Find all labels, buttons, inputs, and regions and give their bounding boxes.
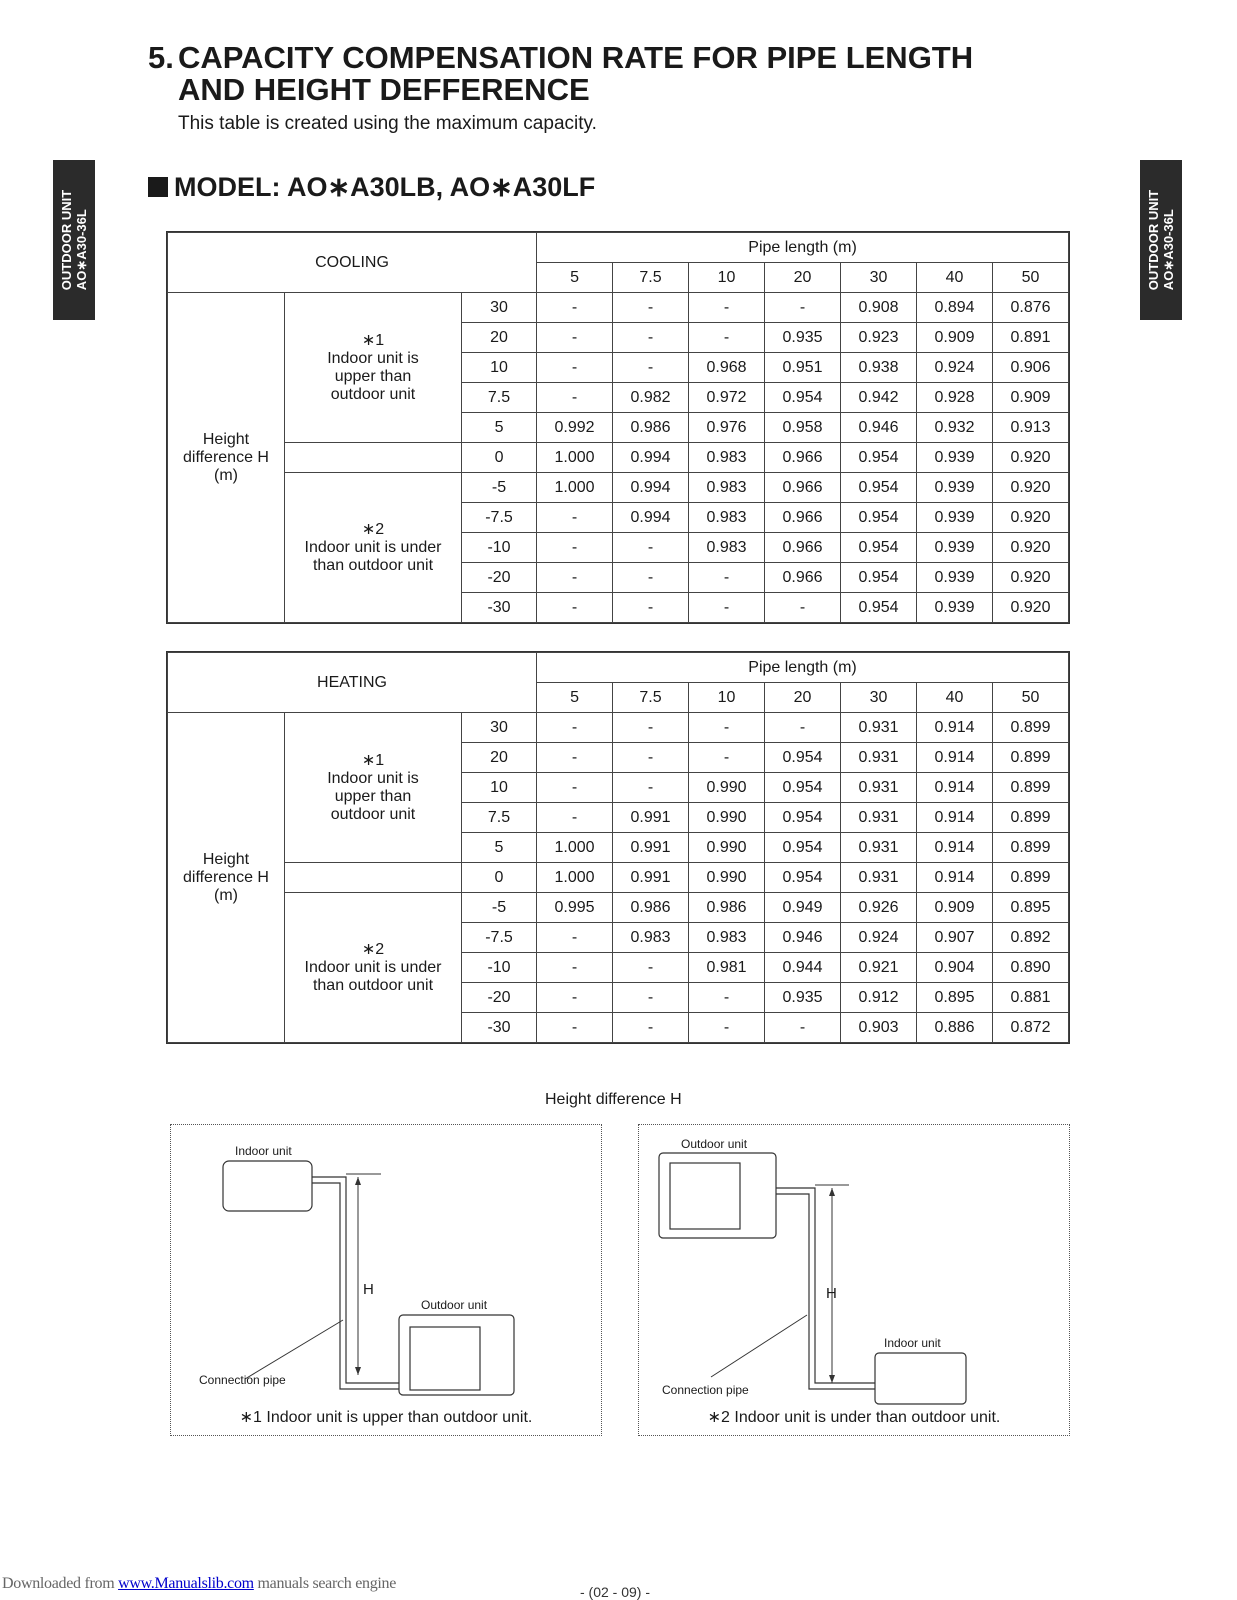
- rate-cell: 0.926: [841, 893, 917, 923]
- pipe-length-value: 50: [993, 263, 1069, 293]
- table-row: [168, 473, 1069, 503]
- under-text: Indoor unit is under than outdoor unit: [304, 538, 442, 574]
- rate-cell: -: [689, 983, 765, 1013]
- height-difference-label: Height difference H (m): [168, 713, 285, 1043]
- pipe-length-value: 20: [765, 683, 841, 713]
- rate-cell: 0.921: [841, 953, 917, 983]
- square-bullet-icon: [148, 177, 168, 197]
- rate-cell: 0.939: [917, 563, 993, 593]
- upper-text: Indoor unit is upper than outdoor unit: [327, 769, 419, 823]
- download-footer: [2, 1575, 396, 1593]
- rate-cell: 0.939: [917, 593, 993, 623]
- under-mark: ∗2: [361, 940, 385, 958]
- height-value: 10: [462, 353, 537, 383]
- rate-cell: 0.920: [993, 443, 1069, 473]
- pipe-length-value: 5: [537, 263, 613, 293]
- rate-cell: 0.994: [613, 503, 689, 533]
- rate-cell: 0.899: [993, 773, 1069, 803]
- rate-cell: 0.992: [537, 413, 613, 443]
- upper-mark: ∗1: [361, 331, 385, 349]
- height-value: 5: [462, 413, 537, 443]
- rate-cell: -: [765, 593, 841, 623]
- rate-cell: -: [613, 713, 689, 743]
- rate-cell: 0.891: [993, 323, 1069, 353]
- rate-cell: 0.907: [917, 923, 993, 953]
- rate-cell: -: [689, 563, 765, 593]
- rate-cell: 0.954: [841, 443, 917, 473]
- rate-cell: 0.939: [917, 443, 993, 473]
- rate-cell: 0.983: [689, 443, 765, 473]
- rate-cell: 0.914: [917, 833, 993, 863]
- rate-cell: 0.966: [765, 473, 841, 503]
- rate-cell: 0.986: [613, 413, 689, 443]
- pipe-length-value: 40: [917, 683, 993, 713]
- pipe-length-value: 30: [841, 683, 917, 713]
- rate-cell: 0.906: [993, 353, 1069, 383]
- rate-cell: 0.966: [765, 443, 841, 473]
- rate-cell: 0.954: [765, 803, 841, 833]
- side-tab-right: [1140, 160, 1182, 320]
- height-value: -20: [462, 563, 537, 593]
- diagram-panel-under: [638, 1124, 1070, 1436]
- height-value: -7.5: [462, 503, 537, 533]
- rate-cell: 0.908: [841, 293, 917, 323]
- pipe-length-value: 10: [689, 263, 765, 293]
- rate-cell: 0.994: [613, 443, 689, 473]
- rate-cell: -: [537, 1013, 613, 1043]
- diagram-caption-upper: ∗1 Indoor unit is upper than outdoor unit.: [239, 1409, 533, 1426]
- rate-cell: 0.939: [917, 503, 993, 533]
- rate-cell: 0.923: [841, 323, 917, 353]
- rate-cell: 0.972: [689, 383, 765, 413]
- rate-cell: -: [613, 563, 689, 593]
- height-value: 10: [462, 773, 537, 803]
- rate-cell: -: [537, 773, 613, 803]
- rate-cell: 0.968: [689, 353, 765, 383]
- rate-cell: 0.895: [993, 893, 1069, 923]
- rate-cell: 0.954: [765, 773, 841, 803]
- rate-cell: -: [689, 323, 765, 353]
- level-group-blank: [285, 443, 462, 473]
- rate-cell: 0.912: [841, 983, 917, 1013]
- rate-cell: -: [537, 803, 613, 833]
- side-tab-text: [1146, 190, 1176, 290]
- rate-cell: 0.924: [917, 353, 993, 383]
- rate-cell: 0.931: [841, 833, 917, 863]
- pipe-length-header: Pipe length (m): [537, 233, 1069, 263]
- rate-cell: 0.914: [917, 803, 993, 833]
- height-value: -30: [462, 593, 537, 623]
- rate-cell: -: [765, 713, 841, 743]
- rate-cell: -: [537, 383, 613, 413]
- rate-cell: 0.983: [613, 923, 689, 953]
- rate-cell: -: [765, 293, 841, 323]
- rate-cell: 0.946: [841, 413, 917, 443]
- rate-cell: -: [689, 593, 765, 623]
- height-value: 0: [462, 863, 537, 893]
- rate-cell: 0.931: [841, 773, 917, 803]
- height-value: 7.5: [462, 383, 537, 413]
- rate-cell: 0.981: [689, 953, 765, 983]
- rate-cell: -: [613, 593, 689, 623]
- rate-cell: 0.938: [841, 353, 917, 383]
- rate-cell: 0.909: [993, 383, 1069, 413]
- rate-cell: 0.939: [917, 473, 993, 503]
- rate-cell: 0.914: [917, 863, 993, 893]
- indoor-unit-label: Indoor unit: [884, 1336, 941, 1350]
- rate-cell: -: [537, 713, 613, 743]
- rate-cell: -: [613, 743, 689, 773]
- table-row: [168, 293, 1069, 323]
- rate-cell: 0.931: [841, 713, 917, 743]
- title-line1: CAPACITY COMPENSATION RATE FOR PIPE LENGTH: [178, 40, 974, 75]
- rate-cell: -: [537, 743, 613, 773]
- mode-label: COOLING: [168, 233, 537, 293]
- rate-cell: -: [765, 1013, 841, 1043]
- connection-pipe-label: Connection pipe: [662, 1383, 749, 1397]
- rate-cell: 0.931: [841, 863, 917, 893]
- height-value: -30: [462, 1013, 537, 1043]
- diagram-title: Height difference H: [545, 1091, 682, 1108]
- rate-cell: 0.939: [917, 533, 993, 563]
- height-value: -5: [462, 473, 537, 503]
- rate-cell: 0.914: [917, 713, 993, 743]
- rate-cell: 0.954: [841, 503, 917, 533]
- rate-cell: 0.892: [993, 923, 1069, 953]
- rate-cell: 0.983: [689, 503, 765, 533]
- height-h-label: H: [826, 1285, 837, 1302]
- under-mark: ∗2: [361, 520, 385, 538]
- rate-cell: -: [689, 713, 765, 743]
- rate-cell: 0.954: [765, 863, 841, 893]
- level-group-blank: [285, 863, 462, 893]
- rate-cell: -: [613, 533, 689, 563]
- intro-text: This table is created using the maximum capacity.: [178, 113, 597, 134]
- rate-cell: 0.894: [917, 293, 993, 323]
- rate-cell: 0.899: [993, 863, 1069, 893]
- rate-cell: 0.928: [917, 383, 993, 413]
- rate-cell: -: [537, 323, 613, 353]
- rate-cell: 0.954: [841, 593, 917, 623]
- section-number: 5.: [148, 40, 174, 75]
- diagram-caption-under: ∗2 Indoor unit is under than outdoor unit.: [707, 1409, 1001, 1426]
- rate-cell: 0.909: [917, 893, 993, 923]
- rate-cell: 0.958: [765, 413, 841, 443]
- model-heading: [148, 172, 595, 203]
- outdoor-unit-label: Outdoor unit: [681, 1137, 748, 1151]
- rate-cell: 0.954: [841, 563, 917, 593]
- rate-cell: -: [537, 923, 613, 953]
- height-h-label: H: [363, 1281, 374, 1298]
- pipe-length-value: 7.5: [613, 683, 689, 713]
- rate-cell: 1.000: [537, 863, 613, 893]
- rate-cell: 0.949: [765, 893, 841, 923]
- height-value: 5: [462, 833, 537, 863]
- rate-cell: -: [537, 953, 613, 983]
- upper-mark: ∗1: [361, 751, 385, 769]
- rate-cell: 0.895: [917, 983, 993, 1013]
- rate-cell: 0.881: [993, 983, 1069, 1013]
- rate-cell: -: [689, 293, 765, 323]
- rate-cell: 0.909: [917, 323, 993, 353]
- title-line2: AND HEIGHT DEFFERENCE: [178, 72, 590, 107]
- rate-cell: 0.899: [993, 713, 1069, 743]
- rate-cell: 0.990: [689, 773, 765, 803]
- rate-cell: 0.966: [765, 533, 841, 563]
- table-row: [168, 443, 1069, 473]
- rate-cell: 0.944: [765, 953, 841, 983]
- rate-cell: 0.914: [917, 743, 993, 773]
- diagram-panel-upper: [170, 1124, 602, 1436]
- height-value: -10: [462, 953, 537, 983]
- side-tab-left: [53, 160, 95, 320]
- rate-cell: 0.954: [841, 473, 917, 503]
- model-label: MODEL: AO∗A30LB, AO∗A30LF: [174, 172, 596, 202]
- rate-cell: 0.899: [993, 833, 1069, 863]
- pipe-length-value: 20: [765, 263, 841, 293]
- pipe-length-header: Pipe length (m): [537, 653, 1069, 683]
- table-row: [168, 893, 1069, 923]
- rate-cell: 0.991: [613, 803, 689, 833]
- table-row: [168, 863, 1069, 893]
- height-value: 20: [462, 743, 537, 773]
- rate-cell: 0.954: [765, 833, 841, 863]
- rate-cell: 0.914: [917, 773, 993, 803]
- rate-cell: -: [613, 293, 689, 323]
- indoor-unit-label: Indoor unit: [235, 1144, 292, 1158]
- cooling-table: [167, 232, 1069, 623]
- rate-cell: 0.976: [689, 413, 765, 443]
- height-value: -20: [462, 983, 537, 1013]
- rate-cell: 1.000: [537, 473, 613, 503]
- rate-cell: -: [613, 353, 689, 383]
- upper-group-label: [285, 293, 462, 443]
- footer-prefix: Downloaded from: [2, 1575, 119, 1592]
- pipe-length-value: 10: [689, 683, 765, 713]
- rate-cell: -: [613, 1013, 689, 1043]
- rate-cell: 0.990: [689, 833, 765, 863]
- upper-text: Indoor unit is upper than outdoor unit: [327, 349, 419, 403]
- rate-cell: 1.000: [537, 833, 613, 863]
- mode-label: HEATING: [168, 653, 537, 713]
- diagram-upper-drawing: [171, 1125, 601, 1435]
- rate-cell: -: [537, 563, 613, 593]
- rate-cell: -: [537, 353, 613, 383]
- rate-cell: 0.913: [993, 413, 1069, 443]
- rate-cell: 0.931: [841, 743, 917, 773]
- side-tab-line2: AO∗A30-36L: [1161, 209, 1176, 291]
- rate-cell: 0.954: [765, 383, 841, 413]
- page-title: [148, 42, 973, 106]
- rate-cell: 0.966: [765, 503, 841, 533]
- height-difference-label: Height difference H (m): [168, 293, 285, 623]
- footer-suffix: manuals search engine: [253, 1575, 397, 1592]
- rate-cell: 1.000: [537, 443, 613, 473]
- heating-table: [167, 652, 1069, 1043]
- rate-cell: 0.954: [841, 533, 917, 563]
- height-value: -5: [462, 893, 537, 923]
- rate-cell: 0.983: [689, 473, 765, 503]
- rate-cell: 0.990: [689, 863, 765, 893]
- pipe-length-value: 7.5: [613, 263, 689, 293]
- pipe-length-value: 5: [537, 683, 613, 713]
- manualslib-link[interactable]: www.Manualslib.com: [118, 1575, 254, 1592]
- rate-cell: 0.872: [993, 1013, 1069, 1043]
- rate-cell: -: [537, 293, 613, 323]
- rate-cell: 0.904: [917, 953, 993, 983]
- rate-cell: 0.924: [841, 923, 917, 953]
- height-value: 0: [462, 443, 537, 473]
- rate-cell: 0.931: [841, 803, 917, 833]
- rate-cell: -: [613, 773, 689, 803]
- rate-cell: 0.920: [993, 473, 1069, 503]
- rate-cell: 0.986: [689, 893, 765, 923]
- rate-cell: 0.954: [765, 743, 841, 773]
- rate-cell: -: [613, 323, 689, 353]
- rate-cell: -: [537, 983, 613, 1013]
- rate-cell: -: [537, 593, 613, 623]
- page-number: - (02 - 09) -: [580, 1584, 651, 1600]
- pipe-length-value: 50: [993, 683, 1069, 713]
- rate-cell: 0.983: [689, 533, 765, 563]
- rate-cell: 0.899: [993, 803, 1069, 833]
- rate-cell: 0.886: [917, 1013, 993, 1043]
- rate-cell: 0.903: [841, 1013, 917, 1043]
- rate-cell: 0.994: [613, 473, 689, 503]
- rate-cell: 0.899: [993, 743, 1069, 773]
- height-value: 30: [462, 713, 537, 743]
- rate-cell: 0.935: [765, 983, 841, 1013]
- rate-cell: 0.920: [993, 593, 1069, 623]
- under-group-label: [285, 893, 462, 1043]
- rate-cell: -: [537, 503, 613, 533]
- rate-cell: 0.995: [537, 893, 613, 923]
- rate-cell: 0.966: [765, 563, 841, 593]
- rate-cell: -: [613, 983, 689, 1013]
- rate-cell: 0.920: [993, 503, 1069, 533]
- under-group-label: [285, 473, 462, 623]
- connection-pipe-label: Connection pipe: [199, 1373, 286, 1387]
- under-text: Indoor unit is under than outdoor unit: [304, 958, 442, 994]
- rate-cell: 0.986: [613, 893, 689, 923]
- height-value: -10: [462, 533, 537, 563]
- pipe-length-value: 30: [841, 263, 917, 293]
- rate-cell: -: [689, 743, 765, 773]
- rate-cell: 0.991: [613, 833, 689, 863]
- rate-cell: 0.991: [613, 863, 689, 893]
- rate-cell: 0.920: [993, 563, 1069, 593]
- rate-cell: -: [537, 533, 613, 563]
- height-value: -7.5: [462, 923, 537, 953]
- rate-cell: -: [689, 1013, 765, 1043]
- rate-cell: 0.951: [765, 353, 841, 383]
- side-tab-line1: OUTDOOR UNIT: [1146, 189, 1161, 291]
- rate-cell: 0.942: [841, 383, 917, 413]
- rate-cell: 0.920: [993, 533, 1069, 563]
- rate-cell: 0.990: [689, 803, 765, 833]
- side-tab-text: [59, 190, 89, 290]
- rate-cell: 0.932: [917, 413, 993, 443]
- rate-cell: 0.946: [765, 923, 841, 953]
- height-value: 20: [462, 323, 537, 353]
- rate-cell: 0.983: [689, 923, 765, 953]
- table-row: [168, 713, 1069, 743]
- upper-group-label: [285, 713, 462, 863]
- side-tab-line1: OUTDOOR UNIT: [59, 189, 74, 291]
- rate-cell: 0.935: [765, 323, 841, 353]
- rate-cell: -: [613, 953, 689, 983]
- side-tab-line2: AO∗A30-36L: [74, 209, 89, 291]
- outdoor-unit-label: Outdoor unit: [421, 1298, 488, 1312]
- pipe-length-value: 40: [917, 263, 993, 293]
- height-value: 7.5: [462, 803, 537, 833]
- rate-cell: 0.890: [993, 953, 1069, 983]
- rate-cell: 0.876: [993, 293, 1069, 323]
- rate-cell: 0.982: [613, 383, 689, 413]
- height-value: 30: [462, 293, 537, 323]
